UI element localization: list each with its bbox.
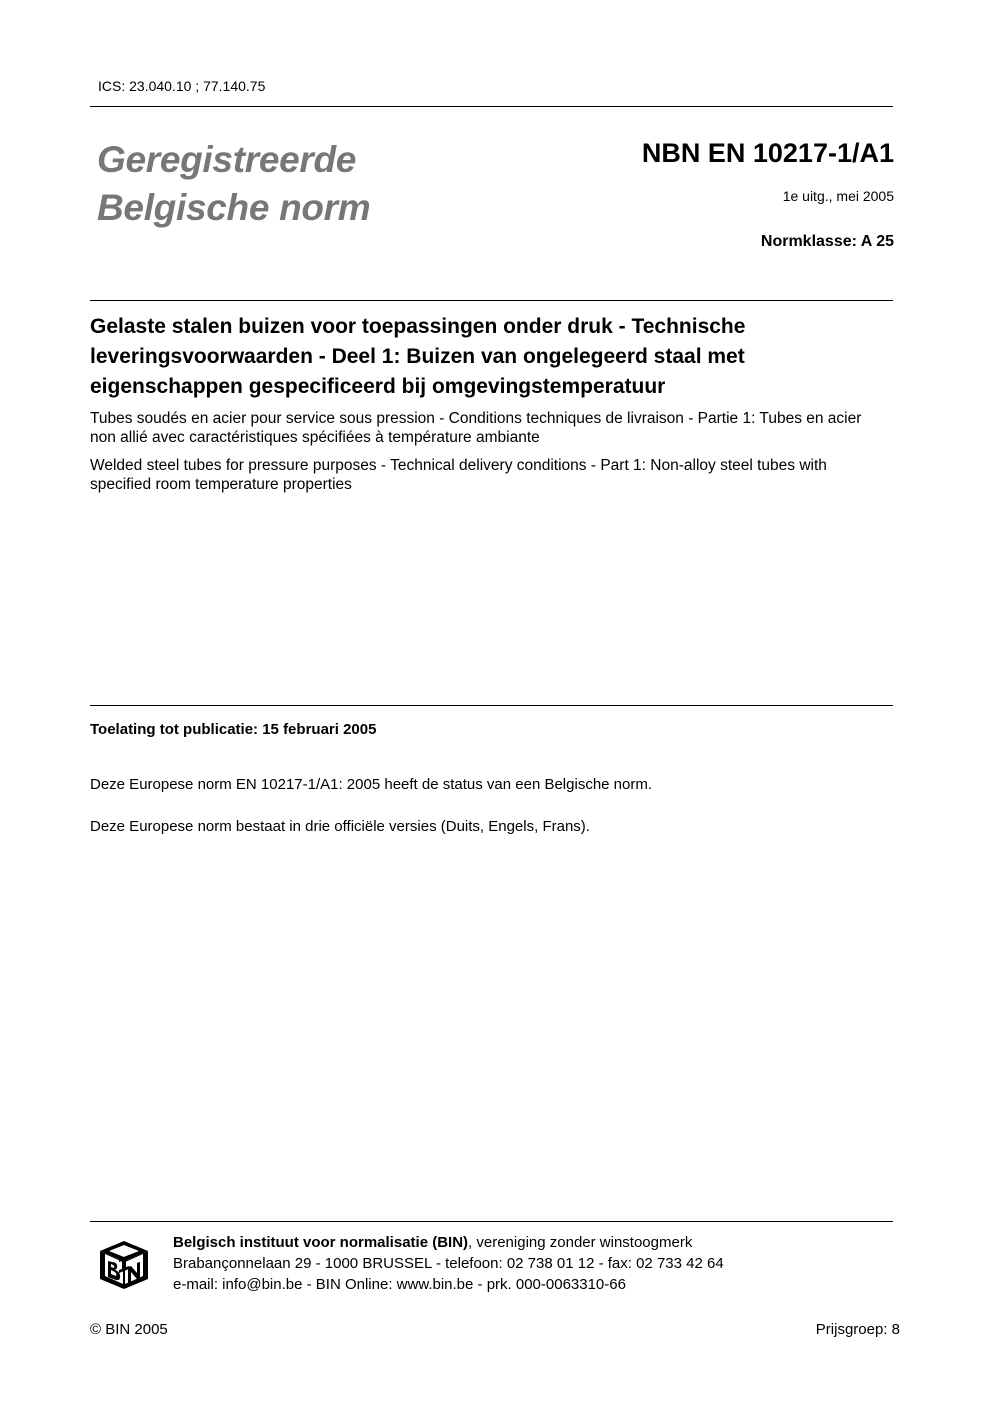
institute-suffix: , vereniging zonder winstoogmerk: [468, 1234, 693, 1251]
institute-name: Belgisch instituut voor normalisatie (BIN): [173, 1234, 469, 1251]
price-group: Prijsgroep: 8: [815, 1321, 900, 1338]
institute-info: [173, 1232, 724, 1295]
normklasse: Normklasse: A 25: [760, 233, 894, 250]
title-french: Tubes soudés en acier pour service sous pression - Conditions techniques de livraison - Partie 1: Tubes en acier non allié avec caractéristiques spécifiées à température ambiante: [90, 410, 862, 446]
registered-norm-title: [97, 136, 370, 232]
registered-title-line2: Belgische norm: [97, 187, 371, 228]
footer-divider: [90, 1221, 893, 1222]
publication-approval: Toelating tot publicatie: 15 februari 2005: [90, 721, 377, 738]
header-divider: [90, 106, 893, 107]
title-dutch: Gelaste stalen buizen voor toepassingen onder druk - Technische leveringsvoorwaarden - Deel 1: Buizen van ongelegeerd staal met eigenschappen gespecificeerd bij omgevingstemperatuur: [90, 315, 746, 398]
body-divider: [90, 705, 893, 706]
norm-code: NBN EN 10217-1/A1: [641, 138, 894, 168]
bin-logo: [96, 1237, 152, 1291]
institute-line: [173, 1232, 724, 1253]
status-paragraph: Deze Europese norm EN 10217-1/A1: 2005 heeft de status van een Belgische norm.: [90, 776, 653, 793]
ics-codes: ICS: 23.040.10 ; 77.140.75: [98, 78, 266, 94]
edition-info: 1e uitg., mei 2005: [782, 188, 894, 204]
title-divider: [90, 300, 893, 301]
institute-address: Brabançonnelaan 29 - 1000 BRUSSEL - telefoon: 02 738 01 12 - fax: 02 733 42 64: [173, 1255, 724, 1272]
copyright: © BIN 2005: [90, 1321, 168, 1338]
title-english: Welded steel tubes for pressure purposes - Technical delivery conditions - Part 1: Non-alloy steel tubes with specified room temperature properties: [90, 457, 827, 493]
institute-contact: e-mail: info@bin.be - BIN Online: www.bin.be - prk. 000-0063310-66: [173, 1276, 626, 1293]
versions-paragraph: Deze Europese norm bestaat in drie officiële versies (Duits, Engels, Frans).: [90, 818, 590, 835]
registered-title-line1: Geregistreerde: [97, 139, 357, 180]
